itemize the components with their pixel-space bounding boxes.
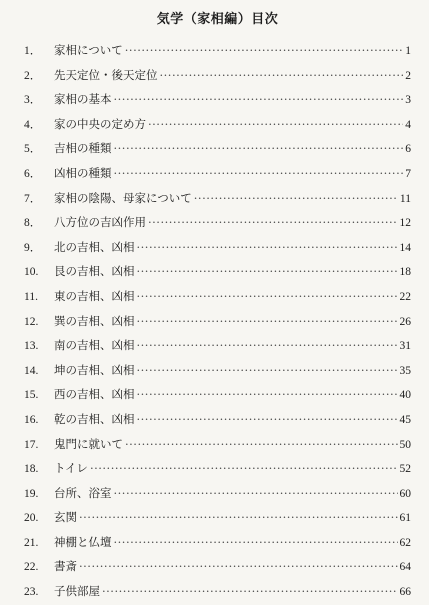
toc-entry-title: 西の吉相、凶相 [54, 387, 135, 402]
toc-entry-number: 14. [24, 364, 39, 377]
toc-entry-number: 1． [24, 45, 42, 57]
dot-leader [125, 38, 403, 63]
toc-entry-number: 9． [24, 241, 42, 254]
toc-entry-number: 15. [24, 389, 39, 402]
toc-entry-title: 乾の吉相、凶相 [54, 411, 135, 426]
toc-entry [24, 407, 411, 432]
toc-entry-page: 22 [399, 290, 411, 303]
toc-entry [24, 259, 411, 284]
toc-entry-title: 艮の吉相、凶相 [54, 264, 135, 279]
dot-leader [125, 432, 398, 457]
toc-entry-number: 11. [24, 290, 38, 303]
dot-leader [90, 456, 398, 481]
toc-entry-number: 21. [24, 536, 39, 549]
toc-entry-page: 14 [399, 241, 411, 254]
toc-entry [24, 309, 411, 334]
toc-entry-title: 書斎 [54, 559, 77, 574]
toc-entry-number: 4． [24, 118, 42, 131]
toc-entry-page: 2 [405, 69, 411, 82]
toc-entry-title: 家の中央の定め方 [54, 116, 146, 131]
toc-entry-number: 2． [24, 69, 42, 82]
toc-entry-page: 18 [399, 266, 411, 279]
toc-entry-title: 凶相の種類 [54, 165, 112, 180]
toc-entry-page: 40 [399, 389, 411, 402]
toc-entry [24, 554, 411, 579]
toc-entry-title: 北の吉相、凶相 [54, 239, 135, 254]
dot-leader [194, 186, 398, 211]
dot-leader [79, 554, 398, 579]
toc-entry [24, 63, 411, 88]
toc-entry-number: 8． [24, 217, 42, 230]
toc-entry-title: 東の吉相、凶相 [54, 288, 135, 303]
toc-entry-number: 19. [24, 487, 39, 500]
dot-leader [137, 382, 398, 407]
toc-entry [24, 38, 411, 63]
toc-entry [24, 333, 411, 358]
toc-entry-page: 7 [405, 167, 411, 180]
toc-entry-page: 11 [399, 192, 411, 205]
toc-entry [24, 432, 411, 457]
toc-entry-number: 10. [24, 266, 39, 279]
table-of-contents [24, 38, 411, 604]
toc-entry-title: 家相の陰陽、母家について [54, 190, 192, 205]
toc-entry-title: 鬼門に就いて [54, 436, 123, 451]
toc-entry-title: 先天定位・後天定位 [54, 67, 158, 82]
page-title: 気学（家相編）目次 [156, 12, 279, 27]
dot-leader [114, 136, 404, 161]
toc-entry-page: 64 [399, 561, 411, 574]
toc-entry-title: 子供部屋 [54, 584, 100, 599]
toc-entry [24, 382, 411, 407]
toc-entry-number: 6． [24, 167, 42, 180]
toc-entry-page: 35 [399, 364, 411, 377]
dot-leader [137, 407, 398, 432]
toc-entry-page: 62 [399, 536, 411, 549]
dot-leader [137, 259, 398, 284]
toc-entry-title: 玄関 [54, 510, 77, 525]
toc-entry [24, 210, 411, 235]
toc-entry [24, 235, 411, 260]
toc-entry [24, 530, 411, 555]
toc-entry-number: 23. [24, 586, 39, 599]
dot-leader [114, 530, 398, 555]
toc-entry-number: 20. [24, 512, 39, 525]
toc-entry [24, 358, 411, 383]
toc-entry-number: 12. [24, 315, 39, 328]
dot-leader [137, 284, 398, 309]
toc-entry-page: 31 [399, 340, 411, 353]
toc-entry [24, 284, 411, 309]
toc-entry [24, 186, 411, 211]
toc-entry-number: 7． [24, 192, 42, 205]
toc-entry-page: 50 [399, 438, 411, 451]
toc-entry-number: 18. [24, 463, 39, 476]
dot-leader [114, 481, 398, 506]
dot-leader [114, 87, 404, 112]
toc-entry-title: 家相について [54, 43, 123, 57]
toc-entry-number: 13. [24, 340, 39, 353]
toc-entry [24, 161, 411, 186]
toc-entry-title: 吉相の種類 [54, 141, 112, 156]
toc-entry-title: 神棚と仏壇 [54, 534, 112, 549]
dot-leader [160, 63, 404, 88]
toc-entry [24, 87, 411, 112]
toc-entry-title: 巽の吉相、凶相 [54, 313, 135, 328]
dot-leader [137, 235, 398, 260]
toc-entry-page: 61 [399, 512, 411, 525]
toc-entry [24, 505, 411, 530]
toc-entry-number: 3． [24, 94, 42, 107]
dot-leader [79, 505, 398, 530]
toc-entry-page: 12 [399, 217, 411, 230]
dot-leader [148, 210, 398, 235]
dot-leader [137, 333, 398, 358]
toc-entry-page: 52 [399, 463, 411, 476]
toc-entry [24, 112, 411, 137]
toc-entry-number: 5． [24, 143, 42, 156]
toc-entry-number: 22. [24, 561, 39, 574]
toc-entry-number: 17. [24, 438, 39, 451]
toc-entry-title: トイレ [54, 461, 88, 476]
toc-entry-title: 家相の基本 [54, 92, 112, 107]
dot-leader [114, 161, 404, 186]
dot-leader [137, 358, 398, 383]
toc-entry-title: 坤の吉相、凶相 [54, 362, 135, 377]
toc-entry-title: 八方位の吉凶作用 [54, 215, 146, 230]
toc-entry-page: 3 [405, 94, 411, 107]
toc-entry-title: 台所、浴室 [54, 485, 112, 500]
toc-entry-page: 60 [399, 487, 411, 500]
toc-entry-page: 6 [405, 143, 411, 156]
dot-leader [137, 309, 398, 334]
toc-entry [24, 136, 411, 161]
toc-entry [24, 456, 411, 481]
toc-entry-page: 66 [399, 586, 411, 599]
toc-entry-page: 45 [399, 413, 411, 426]
toc-entry-page: 26 [399, 315, 411, 328]
toc-entry-number: 16. [24, 413, 39, 426]
dot-leader [148, 112, 403, 137]
toc-entry-page: 1 [405, 45, 411, 57]
toc-entry-title: 南の吉相、凶相 [54, 338, 135, 353]
toc-entry-page: 4 [405, 118, 411, 131]
toc-entry [24, 481, 411, 506]
